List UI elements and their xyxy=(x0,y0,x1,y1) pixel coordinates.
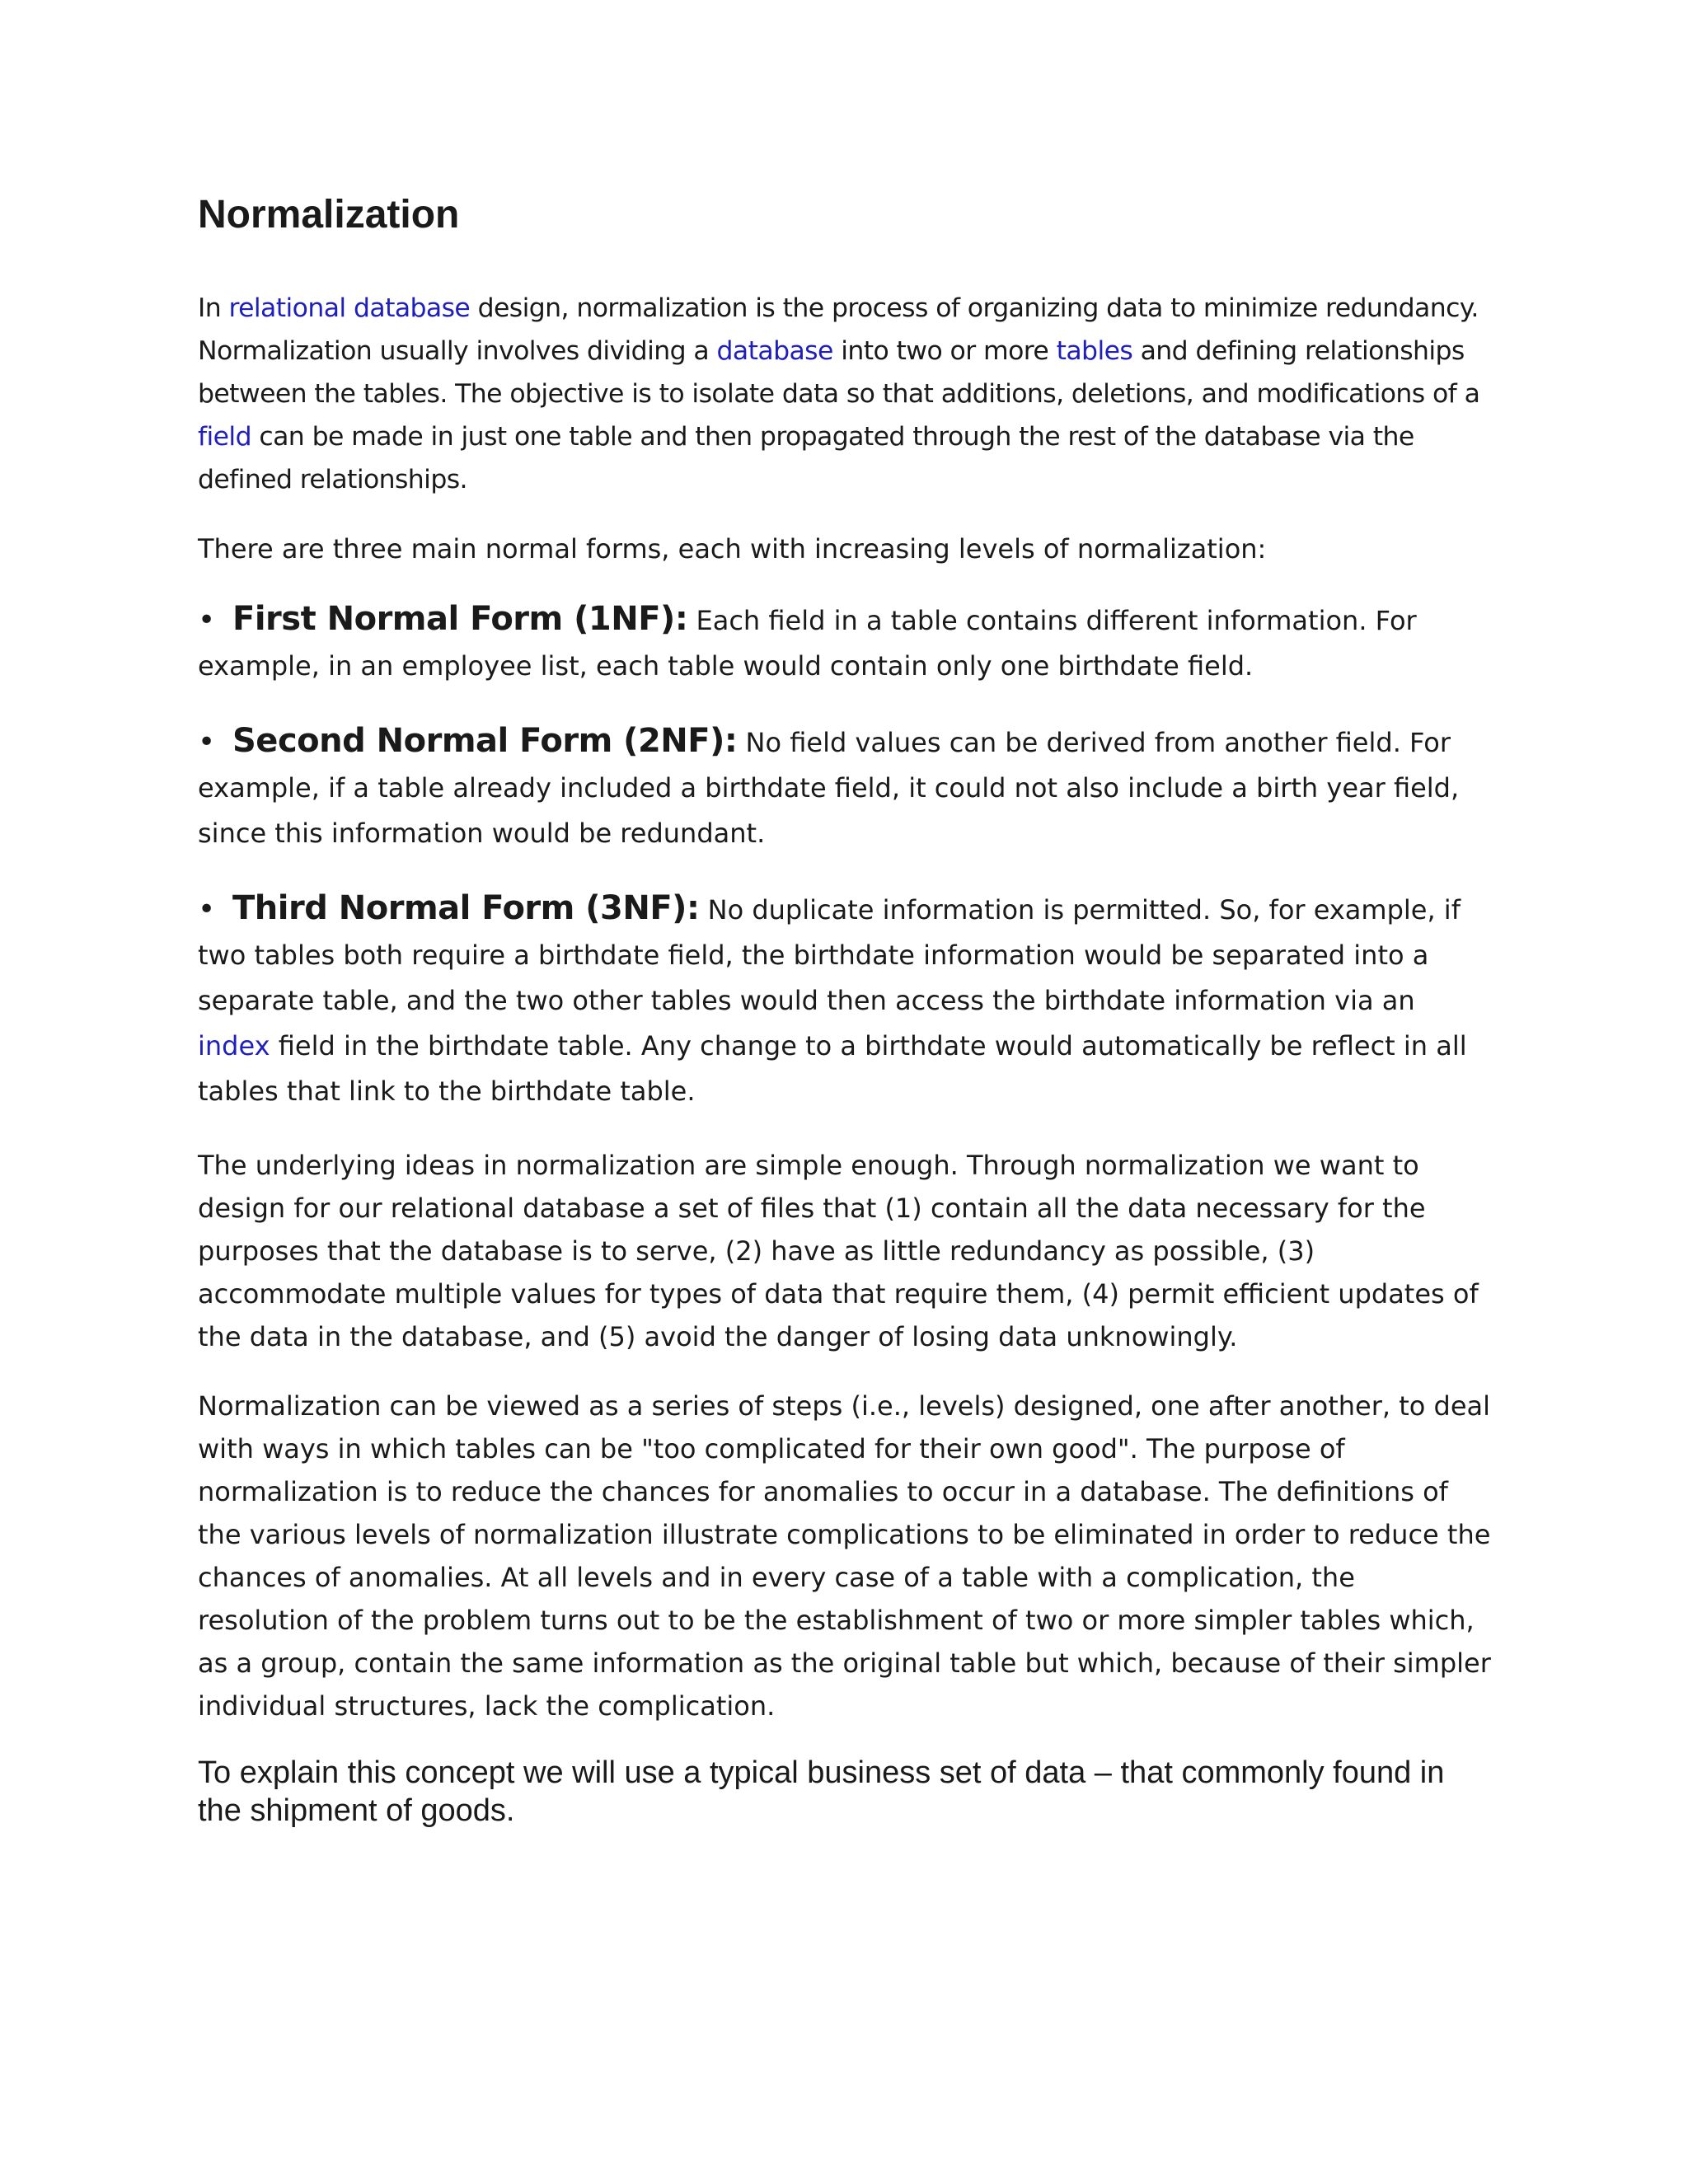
document-page xyxy=(198,191,1492,1830)
nf-heading-1nf: First Normal Form (1NF): xyxy=(232,599,688,638)
closing-paragraph: To explain this concept we will use a typical business set of data – that commonly found in the shipment of goods. xyxy=(198,1755,1445,1828)
forms-intro-paragraph: There are three main normal forms, each with increasing levels of normalization: xyxy=(198,532,1267,565)
nf-text-3nf-b: field in the birthdate table. Any change to a birthdate would automatically be reflect in all tables that link to the birthdate table. xyxy=(198,1029,1467,1107)
nf-heading-2nf: Second Normal Form (2NF): xyxy=(232,721,738,760)
intro-paragraph xyxy=(198,287,1492,501)
link-field[interactable]: field xyxy=(198,421,251,452)
intro-text-5: can be made in just one table and then propagated through the rest of the database via the defined relationships. xyxy=(198,421,1414,494)
intro-text-1: In xyxy=(198,293,229,323)
link-database[interactable]: database xyxy=(716,335,833,366)
nf-text-1nf: Each field in a table contains different information. For example, in an employee list, each table would contain only one birthdate field. xyxy=(198,604,1417,682)
intro-text-3: into two or more xyxy=(832,335,1057,366)
steps-paragraph: Normalization can be viewed as a series of steps (i.e., levels) designed, one after another, to deal with ways in which tables can be "too complicated for their own good". The purpose of normalization is to reduce the chances for anomalies to occur in a database. The definitions of the various levels of normalization illustrate complications to be eliminated in order to reduce the chances of anomalies. At all levels and in every case of a table with a complication, the resolution of the problem turns out to be the establishment of two or more simpler tables which, as a group, contain the same information as the original table but which, because of their simpler individual structures, lack the complication. xyxy=(198,1390,1491,1722)
bullet-icon: • xyxy=(198,724,216,759)
intro-text-2: design, normalization is the process of organizing data to minimize redundancy. Normalization usually involves dividing a xyxy=(198,293,1479,366)
nf-heading-3nf: Third Normal Form (3NF): xyxy=(232,888,700,927)
bullet-icon: • xyxy=(198,602,216,637)
intro-text-4: and defining relationships between the tables. The objective is to isolate data so that additions, deletions, and modifications of a xyxy=(198,335,1480,409)
ideas-paragraph: The underlying ideas in normalization are simple enough. Through normalization we want to design for our relational database a set of files that (1) contain all the data necessary for the purposes that the database is to serve, (2) have as little redundancy as possible, (3) accommodate multiple values for types of data that require them, (4) permit efficient updates of the data in the database, and (5) avoid the danger of losing data unknowingly. xyxy=(198,1149,1479,1352)
normal-form-3nf xyxy=(198,886,1492,1114)
link-relational-database[interactable]: relational database xyxy=(228,293,471,323)
normal-form-2nf xyxy=(198,719,1492,856)
normal-form-1nf xyxy=(198,597,1492,689)
bullet-icon: • xyxy=(198,892,216,926)
link-tables[interactable]: tables xyxy=(1056,335,1133,366)
link-index[interactable]: index xyxy=(198,1029,270,1062)
nf-text-3nf-a: No duplicate information is permitted. So, for example, if two tables both require a birthdate field, the birthdate information would be separated into a separate table, and the two other tables would then access the birthdate information via an xyxy=(198,893,1461,1016)
nf-text-2nf: No field values can be derived from another field. For example, if a table already included a birthdate field, it could not also include a birth year field, since this information would be redundant. xyxy=(198,726,1460,849)
page-title: Normalization xyxy=(198,193,460,237)
